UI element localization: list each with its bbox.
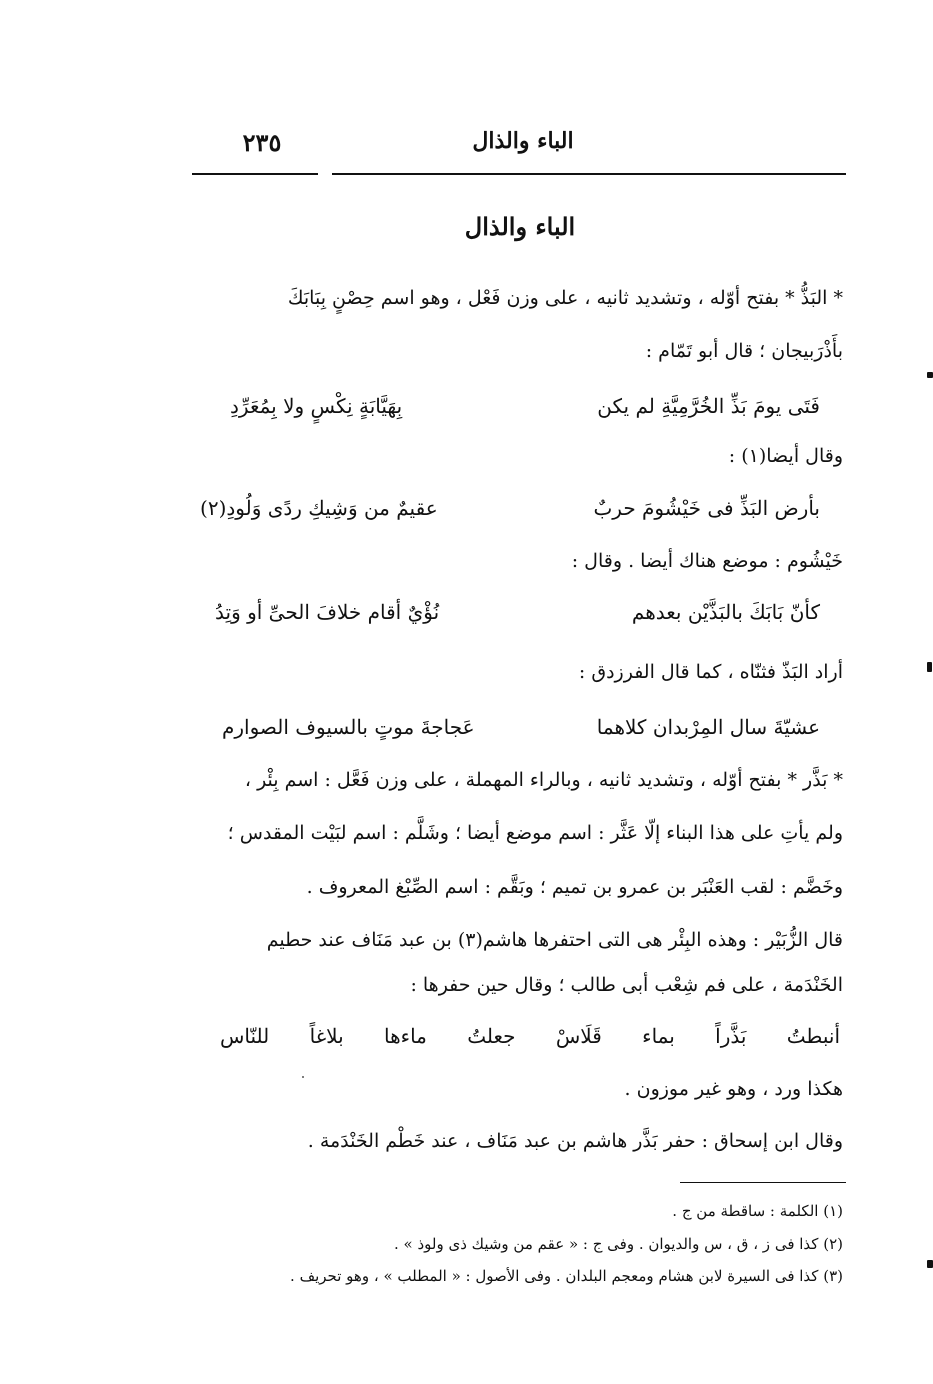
body-line-12: وقال ابن إسحاق : حفر بَذَّر هاشم بن عبد مَنَاف ، عند خَطْم الخَنْدَمة . [307, 1130, 843, 1152]
running-title: الباء والذال [472, 128, 574, 154]
footnote-2: (٢) كذا فى ز ، ق ، س والديوان . وفى ج : « عقم من وشيك ذى ولوذ » . [394, 1235, 843, 1253]
body-line-4: خَيْشُوم : موضع هناك أيضا . وقال : [571, 550, 843, 572]
verse-5: أنبطتُ بَذَّراً بماء قَلَاسْ جعلتُ ماءها بلاغاً للنّاس [220, 1024, 840, 1048]
section-title: الباء والذال [464, 212, 576, 241]
body-line-11: هكذا ورد ، وهو غير موزون . [624, 1078, 843, 1100]
page-number: ٢٣٥ [242, 128, 282, 157]
verse-3-first-hemistich: كأنّ بَابَكَ بالبَذَّيْن بعدهم [631, 600, 820, 624]
margin-mark-top [927, 372, 933, 378]
body-line-6: * بَذَّر * بفتح أوّله ، وتشديد ثانيه ، وبالراء المهملة ، على وزن فَعَّل : اسم بِئْر ، [244, 769, 843, 791]
footnote-3: (٣) كذا فى السيرة لابن هشام ومعجم البلدان . وفى الأصول : « المطلب » ، وهو تحريف . [290, 1267, 843, 1285]
verse-3-second-hemistich: نُؤْيٌ أقام خلافَ الحىِّ أو وَتِدُ [215, 600, 440, 624]
body-line-8: وخَضَّم : لقب العَنْبَر بن عمرو بن تميم ؛ وبَقَّم : اسم الصِّبْغ المعروف . [306, 876, 843, 898]
body-line-1: * البَذُّ * بفتح أوّله ، وتشديد ثانيه ، على وزن فَعْل ، وهو اسم حِصْنٍ بِبَابَكَ [287, 287, 843, 309]
footnote-rule [680, 1182, 846, 1183]
verse-4-second-hemistich: عَجاجةَ موتٍ بالسيوف الصوارم [222, 715, 475, 739]
scan-speck [302, 1076, 304, 1078]
margin-mark-bottom [927, 1260, 933, 1268]
body-line-10: الخَنْدَمة ، على فم شِعْب أبى طالب ؛ وقال حين حفرها : [410, 974, 843, 996]
header-rule-right [332, 173, 846, 175]
footnote-1: (١) الكلمة : ساقطة من ج . [672, 1202, 843, 1220]
verse-2-first-hemistich: بأرض البَذِّ فى خَيْشُومَ حربٌ [593, 496, 820, 520]
body-line-9: قال الزُّبَيْر : وهذه البِئْر هى التى احتفرها هاشم(٣) بن عبد مَنَاف عند حطيم [266, 929, 843, 951]
body-line-3: وقال أيضا(١) : [728, 445, 843, 467]
body-line-7: ولم يأتِ على هذا البناء إلّا عَثَّر : اسم موضع أيضا ؛ وشَلَّم : اسم لبَيْت المقدس ؛ [227, 822, 843, 844]
verse-2-second-hemistich: عقيمٌ من وَشِيكِ ردًى وَلُودِ(٢) [200, 496, 438, 520]
margin-mark-middle [927, 662, 932, 672]
body-line-2: بأَذْرَبيجان ؛ قال أبو تَمّام : [645, 340, 843, 362]
header-rule-left [192, 173, 318, 175]
verse-4-first-hemistich: عشيّةَ سال المِرْبدان كلاهما [596, 715, 820, 739]
body-line-5: أراد البَذّ فثنّاه ، كما قال الفرزدق : [578, 661, 843, 683]
verse-1-first-hemistich: فَتَى يومَ بَذِّ الخُرَّمِيَّةِ لم يكن [597, 394, 820, 418]
verse-1-second-hemistich: بِهَيَّابَةٍ نِكْسٍ ولا بِمُعَرِّدِ [230, 394, 403, 418]
